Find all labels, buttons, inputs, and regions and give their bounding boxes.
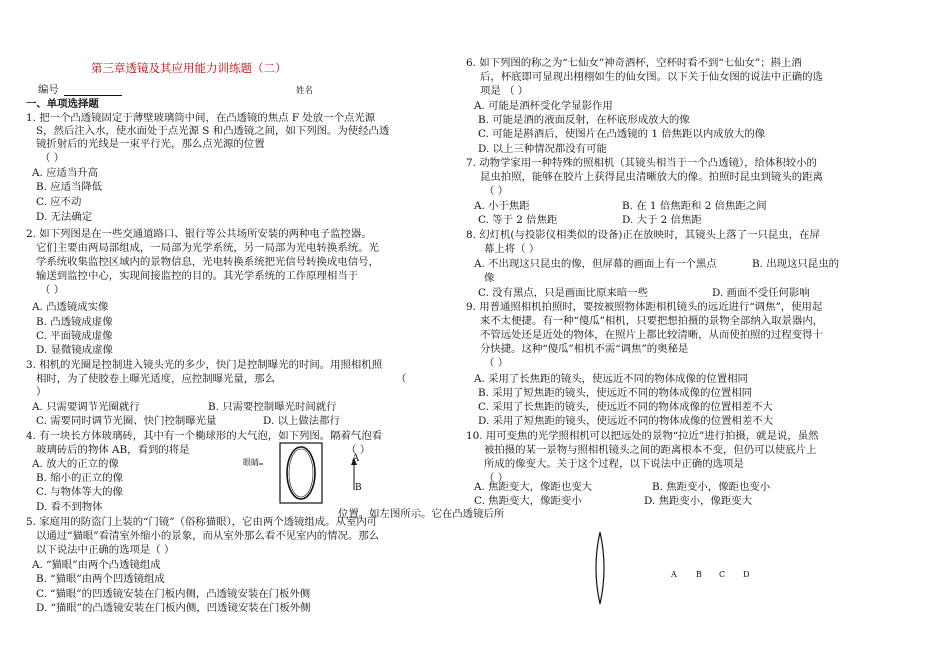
q1-option-c[interactable]: C. 应不动	[36, 196, 82, 208]
q1-option-a[interactable]: A. 应适当升高	[32, 167, 99, 179]
q10-line: 被拍摄的某一景物与照相机镜头之间的距离根本不变，但仍可以使底片上	[484, 444, 817, 456]
number-blank[interactable]	[64, 95, 122, 96]
q8-option-c[interactable]: C. 没有黑点，只是画面比原来暗一些	[478, 287, 649, 299]
q1-line: （ ）	[40, 152, 65, 164]
name-label: 姓名	[296, 86, 314, 96]
q3-option-c[interactable]: C. 需要同时调节光圈、快门控制曝光量	[36, 415, 217, 427]
q4-paren: （ ）	[346, 444, 371, 456]
q2-option-b[interactable]: B. 凸透镜成虚像	[36, 316, 113, 328]
q1-option-d[interactable]: D. 无法确定	[36, 211, 93, 223]
section-heading: 一、单项选择题	[26, 98, 99, 110]
q6-line: 项是 （ ）	[480, 85, 529, 97]
q7-option-a[interactable]: A. 小于焦距	[474, 200, 530, 212]
q10-line: 10. 用可变焦的光学照相机可以把远处的景物“拉近”进行拍摄，就是说，虽然	[466, 430, 819, 442]
q8-option-d[interactable]: D. 画面不受任何影响	[712, 287, 810, 299]
q5-option-b[interactable]: B. “猫眼”由两个凹透镜组成	[36, 573, 165, 585]
q6-option-d[interactable]: D. 以上三种情况都没有可能	[478, 143, 607, 155]
q9-option-b[interactable]: B. 采用了短焦距的镜头，使远近不同的物体成像的位置相同	[478, 387, 753, 399]
q6-line: 后，杯底即可显现出栩栩如生的仙女图。以下关于仙女图的说法中正确的选	[480, 71, 823, 83]
q6-option-c[interactable]: C. 可能是斟酒后，使图片在凸透镜的 1 倍焦距以内成放大的像	[478, 128, 766, 140]
q8-option-b[interactable]: B. 出现这只昆虫的	[752, 258, 839, 270]
q7-option-b[interactable]: B. 在 1 倍焦距和 2 倍焦距之间	[622, 200, 767, 212]
q3-line: 3. 相机的光圈是控制进入镜头光的多少，快门是控制曝光的时间。用照相机照	[26, 359, 383, 371]
lens-label-d: D	[743, 570, 750, 579]
q2-line: 学系统收集监控区域内的景物信息，光电转换系统把光信号转换成电信号，	[36, 256, 379, 268]
q9-line: 9. 用普通照相机拍照时，要按被照物体距相机镜头的远近进行“调焦”，使用起	[466, 301, 823, 313]
q3-option-b[interactable]: B. 只需要控制曝光时间就行	[208, 401, 337, 413]
q10-option-a[interactable]: A. 焦距变大，像距也变大	[474, 481, 593, 493]
q1-line: 1. 把一个凸透镜固定于薄壁玻璃筒中间，在凸透镜的焦点 F 处放一个点光源	[26, 112, 376, 124]
q8-option-a[interactable]: A. 不出现这只昆虫的像，但屏幕的画面上有一个黑点	[474, 258, 717, 270]
q8-line: 幕上将（ ）	[484, 243, 540, 255]
q2-option-c[interactable]: C. 平面镜成虚像	[36, 330, 113, 342]
q7-line: 昆虫拍照，能够在胶片上获得昆虫清晰放大的像。拍照时昆虫到镜头的距离	[480, 171, 823, 183]
q2-option-a[interactable]: A. 凸透镜成实像	[32, 301, 109, 313]
q9-line: （ ）	[484, 357, 509, 369]
q5-option-a[interactable]: A. “猫眼”由两个凸透镜组成	[32, 559, 161, 571]
q4-option-d[interactable]: D. 看不到物体	[36, 501, 103, 513]
q5-option-c[interactable]: C. “猫眼”的凹透镜安装在门板内侧，凸透镜安装在门板外侧	[36, 588, 311, 600]
glass-brick-figure	[255, 440, 365, 508]
number-label: 编号	[38, 84, 59, 96]
q7-line: （ ）	[484, 185, 509, 197]
fig-label-a: A	[352, 453, 360, 464]
fig-eye-label: 眼睛	[243, 458, 259, 467]
q7-option-d[interactable]: D. 大于 2 倍焦距	[622, 214, 702, 226]
lens-label-a: A	[671, 570, 677, 579]
q7-line: 7. 动物学家用一种特殊的照相机（其镜头相当于一个凸透镜），给体积较小的	[466, 157, 817, 169]
lens-label-c: C	[719, 570, 726, 579]
q3-paren-close: ）	[36, 386, 47, 398]
q10-line: （ ）	[484, 472, 509, 484]
q5-line: 以下说法中正确的选项是（ ）	[36, 544, 175, 556]
q9-option-a[interactable]: A. 采用了长焦距的镜头，使远近不同的物体成像的位置相同	[474, 373, 748, 385]
q9-option-d[interactable]: D. 采用了短焦距的镜头，使远近不同的物体成像的位置相差不大	[478, 415, 774, 427]
q9-line: 来不太便捷。有一种“傻瓜”相机，只要把想拍摄的景物全部纳入取景器内，	[480, 315, 824, 327]
q5-line: 5. 家庭用的防盗门上装的“门镜”（俗称猫眼），它由两个透镜组成。从室内可	[26, 516, 378, 528]
q3-paren-open: （	[396, 373, 407, 385]
q1-option-b[interactable]: B. 应适当降低	[36, 181, 103, 193]
q5-line: 以通过“猫眼”看清室外缩小的景象，而从室外那么看不见室内的情况。那么	[36, 530, 380, 542]
q4-line: 玻璃砖后的物体 AB，看到的将是	[36, 444, 190, 456]
q2-line: （ ）	[40, 284, 65, 296]
q3-option-a[interactable]: A. 只需要调节光圈就行	[32, 401, 140, 413]
q10-option-d[interactable]: D. 焦距变小，像距变大	[644, 495, 753, 507]
q10-option-b[interactable]: B. 焦距变小，像距也变小	[652, 481, 771, 493]
q5-option-d[interactable]: D. “猫眼”的凸透镜安装在门板内侧，凹透镜安装在门板外侧	[36, 602, 311, 614]
q6-option-a[interactable]: A. 可能是酒杯受化学显影作用	[474, 100, 613, 112]
q3-option-d[interactable]: D. 以上做法都行	[263, 415, 340, 427]
q8-option-b-cont: 像	[484, 272, 495, 284]
q6-option-b[interactable]: B. 可能是酒的液面反射，在杯底形成放大的像	[478, 114, 690, 126]
q7-option-c[interactable]: C. 等于 2 倍焦距	[478, 214, 558, 226]
q4-option-a[interactable]: A. 放大的正立的像	[32, 458, 119, 470]
q3-line: 相时，为了使胶卷上曝光适度，应控制曝光量，那么	[36, 373, 275, 385]
q9-line: 分快捷。这种“傻瓜”相机不需“调焦”的奥秘是	[480, 343, 689, 355]
text-fragment: 位置。如左图所示。它在凸透镜后所	[338, 508, 505, 520]
q9-line: 不管远处还是近处的物体，在照片上都比较清晰，从而使拍照的过程变得十	[480, 329, 823, 341]
air-bubble	[287, 447, 315, 499]
q10-line: 所成的像变大。关于这个过程，以下说法中正确的选项是	[484, 458, 744, 470]
q2-line: 它们主要由两局部组成，一局部为光学系统，另一局部为光电转换系统。光	[36, 242, 379, 254]
q2-line: 输送到监控中心，实现间接监控的目的。其光学系统的工作原理相当于	[36, 270, 359, 282]
convex-lens	[596, 532, 604, 604]
convex-lens-figure	[590, 530, 610, 606]
q6-line: 6. 如下列图的称之为“七仙女”神奇酒杯，空杯时看不到“七仙女”；斟上酒	[466, 57, 802, 69]
q2-option-d[interactable]: D. 显微镜成虚像	[36, 344, 113, 356]
q4-option-c[interactable]: C. 与物体等大的像	[36, 486, 123, 498]
q1-line: 镜折射后的光线是一束平行光，那么点光源的位置	[36, 138, 265, 150]
q9-option-c[interactable]: C. 采用了长焦距的镜头，使远近不同的物体成像的位置相差不大	[478, 401, 773, 413]
q4-line: 4. 有一块长方体玻璃砖，其中有一个椭球形的大气泡，如下列图。隔着气泡看	[26, 430, 383, 442]
q4-option-b[interactable]: B. 缩小的正立的像	[36, 472, 123, 484]
q1-line: S，然后注入水，使水面处于点光源 S 和凸透镜之间，如下列图。为使经凸透	[36, 125, 390, 137]
q2-line: 2. 如下列图是在一些交通道路口、银行等公共场所安装的两种电子监控器。	[26, 228, 372, 240]
page-title: 第三章透镜及其应用能力训练题（二）	[91, 61, 287, 75]
fig-label-b: B	[355, 483, 362, 493]
lens-label-b: B	[696, 570, 702, 579]
q10-option-c[interactable]: C. 焦距变大，像距变小	[474, 495, 582, 507]
q8-line: 8. 幻灯机(与投影仪相类似的设备)正在放映时，其镜头上落了一只昆虫，在屏	[466, 229, 820, 241]
